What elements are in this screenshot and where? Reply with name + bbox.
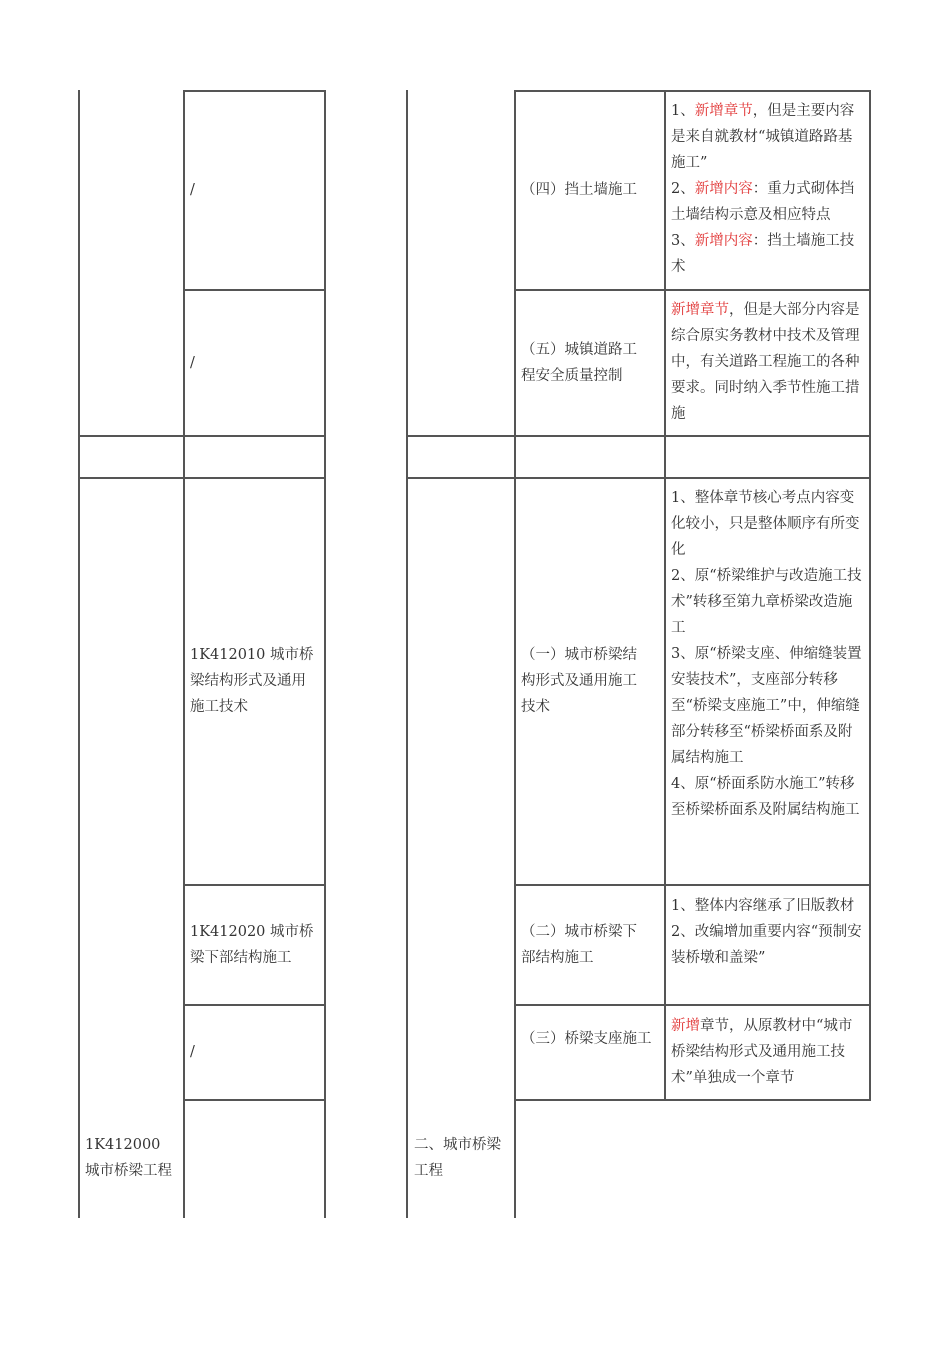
change-notes <box>671 893 865 971</box>
old-section-cell: / <box>190 355 195 371</box>
table-border <box>514 1099 871 1101</box>
change-notes <box>671 1013 865 1091</box>
old-chapter-cell: 1K412000 城市桥梁工程 <box>85 1137 172 1179</box>
table-border <box>183 1004 326 1006</box>
new-section-cell: （五）城镇道路工程安全质量控制 <box>521 342 637 384</box>
table-border <box>514 90 871 92</box>
note-item: 2、新增内容：重力式砌体挡土墙结构示意及相应特点 <box>671 181 855 223</box>
table-border <box>78 435 326 437</box>
table-border <box>324 90 326 1218</box>
table-border <box>183 1099 326 1101</box>
note-item: 2、原“桥梁维护与改造施工技术”转移至第九章桥梁改造施工 <box>671 568 862 636</box>
new-section-cell: （一）城市桥梁结构形式及通用施工技术 <box>521 647 637 715</box>
note-item: 1、新增章节，但是主要内容是来自就教材“城镇道路路基施工” <box>671 103 855 171</box>
note-item: 1、整体章节核心考点内容变化较小，只是整体顺序有所变化 <box>671 490 860 558</box>
old-section-cell: 1K412010 城市桥梁结构形式及通用施工技术 <box>190 647 314 715</box>
old-section-cell: / <box>190 1044 195 1060</box>
table-border <box>183 90 326 92</box>
note-item: 3、原“桥梁支座、伸缩缝装置安装技术”，支座部分转移至“桥梁支座施工”中，伸缩缝部分转移至“桥梁桥面系及附属结构施工 <box>671 646 862 766</box>
table-border <box>183 90 185 1218</box>
new-chapter-cell: 二、城市桥梁工程 <box>414 1137 501 1179</box>
new-section-cell: （二）城市桥梁下部结构施工 <box>521 924 637 966</box>
change-notes <box>671 485 865 823</box>
change-notes <box>671 98 865 280</box>
table-border <box>78 477 326 479</box>
new-section-cell: （三）桥梁支座施工 <box>521 1031 652 1047</box>
note-item: 3、新增内容：挡土墙施工技术 <box>671 233 855 275</box>
note-item: 新增章节，但是大部分内容是综合原实务教材中技术及管理中，有关道路工程施工的各种要求。同时纳入季节性施工措施 <box>671 302 860 422</box>
new-section-cell: （四）挡土墙施工 <box>521 182 637 198</box>
table-border <box>183 289 326 291</box>
table-border <box>406 477 871 479</box>
note-item: 新增章节，从原教材中“城市桥梁结构形式及通用施工技术”单独成一个章节 <box>671 1018 853 1086</box>
old-section-cell: 1K412020 城市桥梁下部结构施工 <box>190 924 314 966</box>
table-border <box>78 90 80 1218</box>
old-section-cell: / <box>190 182 195 198</box>
table-border <box>514 1004 871 1006</box>
table-border <box>514 884 871 886</box>
table-border <box>514 289 871 291</box>
table-border <box>869 90 871 1101</box>
table-border <box>406 435 871 437</box>
table-border <box>514 90 516 1218</box>
note-item: 2、改编增加重要内容“预制安装桥墩和盖梁” <box>671 924 862 966</box>
table-border <box>406 90 408 1218</box>
table-border <box>183 884 326 886</box>
change-notes <box>671 297 865 427</box>
note-item: 1、整体内容继承了旧版教材 <box>671 898 855 914</box>
table-border <box>664 90 666 1101</box>
note-item: 4、原“桥面系防水施工”转移至桥梁桥面系及附属结构施工 <box>671 776 860 818</box>
